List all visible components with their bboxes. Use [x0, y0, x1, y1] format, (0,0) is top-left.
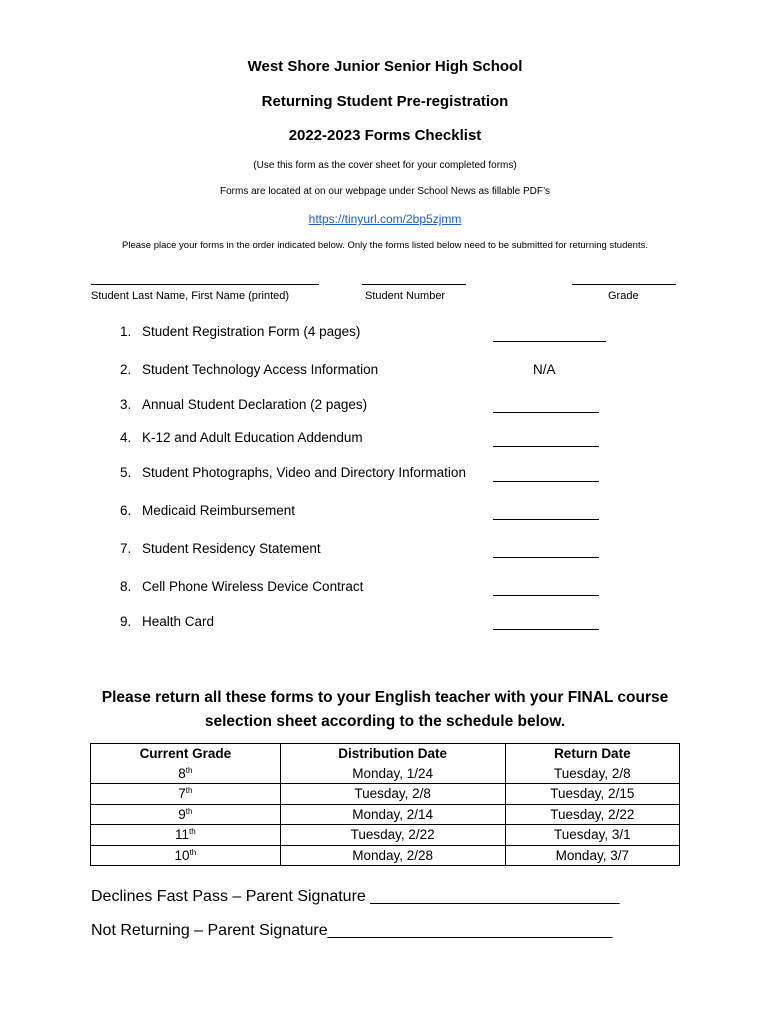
form-item [120, 579, 363, 594]
form-item-label: Student Residency Statement [142, 541, 321, 556]
form-check-line[interactable] [493, 519, 599, 520]
grade-cell: 10th [91, 845, 281, 866]
table-header-row [91, 744, 680, 764]
form-item-number: 8. [120, 579, 132, 594]
form-check-line[interactable] [493, 341, 606, 342]
distribution-date-cell: Monday, 2/28 [280, 845, 505, 866]
form-item-number: 1. [120, 324, 132, 339]
grade-line[interactable] [572, 284, 676, 285]
student-name-line[interactable] [91, 284, 319, 285]
form-item [120, 362, 378, 377]
form-check-line[interactable] [493, 629, 599, 630]
form-item-number: 4. [120, 430, 132, 445]
form-check-line[interactable] [493, 446, 599, 447]
return-date-cell: Tuesday, 2/22 [505, 804, 679, 825]
form-item [120, 503, 295, 518]
form-item-label: K-12 and Adult Education Addendum [142, 430, 363, 445]
webpage-note: Forms are located at on our webpage under School News as fillable PDF’s [220, 186, 550, 197]
distribution-date-cell: Monday, 1/24 [280, 764, 505, 784]
forms-link-wrap [0, 210, 770, 228]
form-item-number: 3. [120, 397, 132, 412]
table-row [91, 764, 680, 784]
form-item-label: Student Registration Form (4 pages) [142, 324, 361, 339]
form-item-label: Health Card [142, 614, 215, 629]
form-item [120, 465, 466, 480]
table-row [91, 825, 680, 846]
return-date-cell: Monday, 3/7 [505, 845, 679, 866]
student-number-line[interactable] [362, 284, 466, 285]
form-item-status: N/A [533, 362, 556, 377]
distribution-date-cell: Tuesday, 2/8 [280, 784, 505, 805]
table-row [91, 845, 680, 866]
school-name: West Shore Junior Senior High School [247, 58, 523, 75]
form-item-label: Cell Phone Wireless Device Contract [142, 579, 364, 594]
form-item-number: 9. [120, 614, 132, 629]
cover-sheet-note: (Use this form as the cover sheet for your completed forms) [253, 160, 517, 171]
form-item [120, 541, 321, 556]
form-check-line[interactable] [493, 481, 599, 482]
grade-cell: 11th [91, 825, 281, 846]
form-item-number: 7. [120, 541, 132, 556]
column-header: Distribution Date [280, 744, 505, 764]
not-returning-signature[interactable]: Not Returning – Parent Signature________________________________ [91, 922, 613, 939]
form-check-line[interactable] [493, 412, 599, 413]
return-note-line1: Please return all these forms to your English teacher with your FINAL course [101, 689, 669, 706]
grade-cell: 9th [91, 804, 281, 825]
checklist-title: 2022-2023 Forms Checklist [288, 127, 482, 144]
table-row [91, 784, 680, 805]
form-item-number: 6. [120, 503, 132, 518]
form-item [120, 430, 363, 445]
declines-fast-pass-signature[interactable]: Declines Fast Pass – Parent Signature ____________________________ [91, 888, 620, 905]
return-date-cell: Tuesday, 2/8 [505, 764, 679, 784]
form-item [120, 324, 360, 339]
instructions: Please place your forms in the order indicated below. Only the forms listed below need to be submitted for returning students. [122, 240, 648, 251]
form-item-label: Medicaid Reimbursement [142, 503, 296, 518]
grade-cell: 7th [91, 784, 281, 805]
form-item-number: 5. [120, 465, 132, 480]
student-name-label: Student Last Name, First Name (printed) [91, 290, 290, 302]
column-header: Current Grade [91, 744, 281, 764]
schedule-table [90, 743, 680, 866]
form-item [120, 397, 367, 412]
return-note-line2: selection sheet according to the schedule below. [204, 713, 566, 730]
column-header: Return Date [505, 744, 679, 764]
grade-cell: 8th [91, 764, 281, 784]
grade-label: Grade [608, 290, 639, 302]
return-date-cell: Tuesday, 2/15 [505, 784, 679, 805]
forms-link[interactable]: https://tinyurl.com/2bp5zjmm [308, 212, 462, 226]
form-check-line[interactable] [493, 557, 599, 558]
form-item-number: 2. [120, 362, 132, 377]
distribution-date-cell: Tuesday, 2/22 [280, 825, 505, 846]
form-check-line[interactable] [493, 595, 599, 596]
distribution-date-cell: Monday, 2/14 [280, 804, 505, 825]
table-row [91, 804, 680, 825]
form-item-label: Annual Student Declaration (2 pages) [142, 397, 368, 412]
student-number-label: Student Number [365, 290, 446, 302]
form-item-label: Student Photographs, Video and Directory Information [142, 465, 466, 480]
form-subtitle: Returning Student Pre-registration [261, 93, 509, 110]
form-item [120, 614, 214, 629]
form-item-label: Student Technology Access Information [142, 362, 379, 377]
return-date-cell: Tuesday, 3/1 [505, 825, 679, 846]
